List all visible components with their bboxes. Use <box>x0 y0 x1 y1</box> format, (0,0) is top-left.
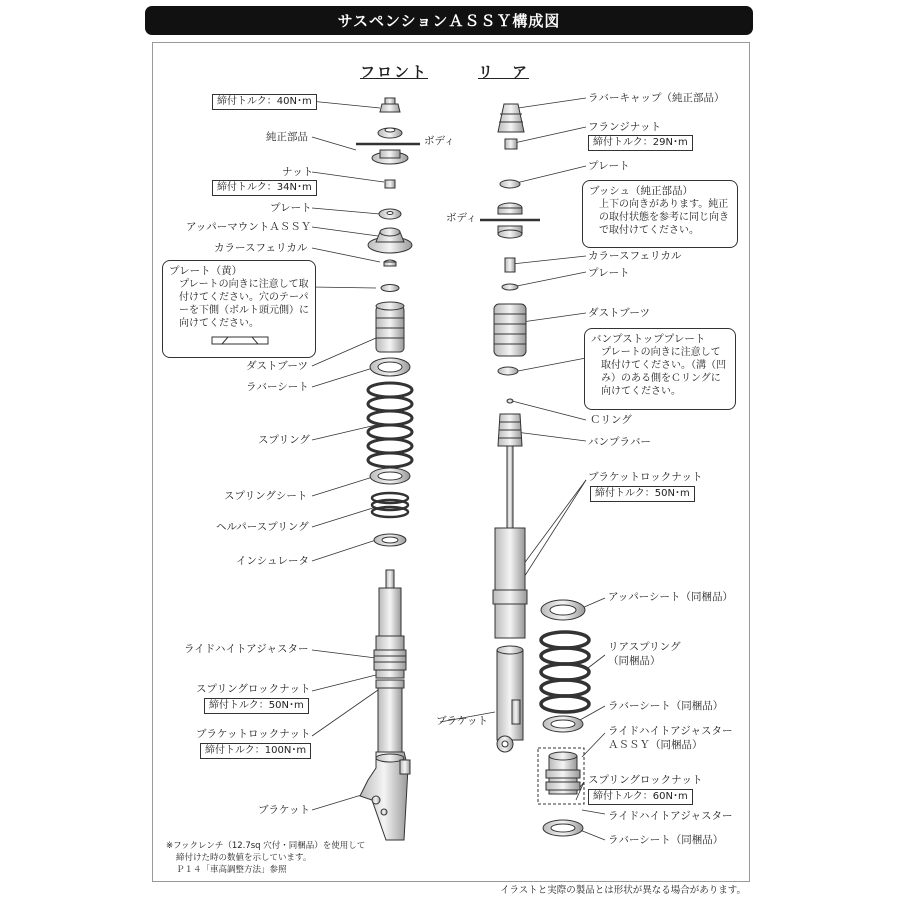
front-bracket-label: ブラケット <box>258 804 310 816</box>
front-body-label: ボディ <box>424 135 455 147</box>
front-plate-note-body: プレートの向きに注意して取付けてください。穴のテーパーを下側（ボルト頭元側）に向けてください。 <box>179 279 309 329</box>
front-torque-top: 締付トルク：40N･m <box>212 94 317 110</box>
front-genuine-label: 純正部品 <box>266 131 308 143</box>
front-upper-mount-label: アッパーマウントＡＳＳＹ <box>186 221 312 233</box>
rear-bump-stop-note-title: バンプストッププレート <box>591 333 706 345</box>
rear-bump-rubber-label: バンプラバー <box>588 436 651 448</box>
rear-c-ring-label: Ｃリング <box>590 414 632 426</box>
front-plate-note <box>162 260 316 358</box>
rear-ride-height2-label: ライドハイトアジャスター <box>608 810 733 822</box>
rear-body-label: ボディ <box>446 212 477 224</box>
rear-upper-seat-label: アッパーシート（同梱品） <box>608 591 734 603</box>
page-title: サスペンションＡＳＳＹ構成図 <box>145 6 753 35</box>
front-torque-bracket-lock: 締付トルク：100N･m <box>200 743 311 759</box>
front-bracket-lock-nut-label: ブラケットロックナット <box>196 728 311 740</box>
rear-bush-note-title: ブッシュ（純正部品） <box>589 185 694 197</box>
rear-rubber-cap-label: ラバーキャップ（純正部品） <box>588 92 725 104</box>
front-insulator-label: インシュレータ <box>236 555 310 567</box>
rear-flange-nut-label: フランジナット <box>588 121 662 133</box>
rear-bump-stop-note <box>584 328 736 410</box>
front-heading: フロント <box>360 63 429 81</box>
rear-spring-sub-label: （同梱品） <box>608 655 661 667</box>
front-spring-label: スプリング <box>258 434 310 446</box>
rear-bracket-lock-nut-label: ブラケットロックナット <box>588 471 703 483</box>
front-dust-boots-label: ダストブーツ <box>246 360 308 372</box>
rear-torque-spring-lock: 締付トルク：60N･m <box>588 789 693 805</box>
rear-bump-stop-note-body: プレートの向きに注意して取付けてください。（溝（凹み）のある側をＣリングに向けてください。 <box>601 347 726 397</box>
rear-ride-height-label: ライドハイトアジャスター <box>608 725 733 737</box>
rear-torque-flange: 締付トルク：29N･m <box>588 135 693 151</box>
front-rubber-seat-label: ラバーシート <box>246 381 309 393</box>
rear-dust-boots-label: ダストブーツ <box>588 307 650 319</box>
front-spring-lock-nut-label: スプリングロックナット <box>196 683 311 695</box>
rear-collar-label: カラースフェリカル <box>588 250 682 262</box>
rear-spring-lock-nut-label: スプリングロックナット <box>588 774 703 786</box>
front-plate-note-title: プレート（黄） <box>169 265 243 277</box>
rear-plate2-label: プレート <box>588 267 630 279</box>
front-helper-spring-label: ヘルパースプリング <box>216 521 309 533</box>
rear-rubber-seat2-label: ラバーシート（同梱品） <box>608 834 724 846</box>
rear-ride-height-sub-label: ＡＳＳＹ（同梱品） <box>608 739 703 751</box>
rear-heading: リ ア <box>478 63 530 81</box>
front-spring-seat-label: スプリングシート <box>224 490 308 502</box>
rear-torque-bracket-lock: 締付トルク：50N･m <box>590 486 695 502</box>
front-nut-label: ナット <box>282 166 314 178</box>
front-ride-height-label: ライドハイトアジャスター <box>184 643 309 655</box>
footnote-2: 締付けた時の数値を示しています。 <box>176 853 312 863</box>
disclaimer: イラストと実際の製品とは形状が異なる場合があります。 <box>500 885 746 896</box>
front-torque-nut: 締付トルク：34N･m <box>212 180 317 196</box>
rear-spring-label: リアスプリング <box>608 641 681 653</box>
front-plate-label: プレート <box>270 202 312 214</box>
footnote-3: Ｐ１４「車高調整方法」参照 <box>176 865 287 875</box>
rear-rubber-seat-label: ラバーシート（同梱品） <box>608 700 724 712</box>
front-collar-label: カラースフェリカル <box>214 242 308 254</box>
footnote-1: ※フックレンチ（12.7sq 穴付・同梱品）を使用して <box>166 841 366 851</box>
rear-bush-note <box>582 180 738 248</box>
rear-plate-label: プレート <box>588 160 630 172</box>
rear-bracket-label: ブラケット <box>436 715 488 727</box>
rear-bush-note-body: 上下の向きがあります。純正の取付状態を参考に同じ向きで取付けてください。 <box>599 199 729 236</box>
front-torque-spring-lock: 締付トルク：50N･m <box>204 698 309 714</box>
